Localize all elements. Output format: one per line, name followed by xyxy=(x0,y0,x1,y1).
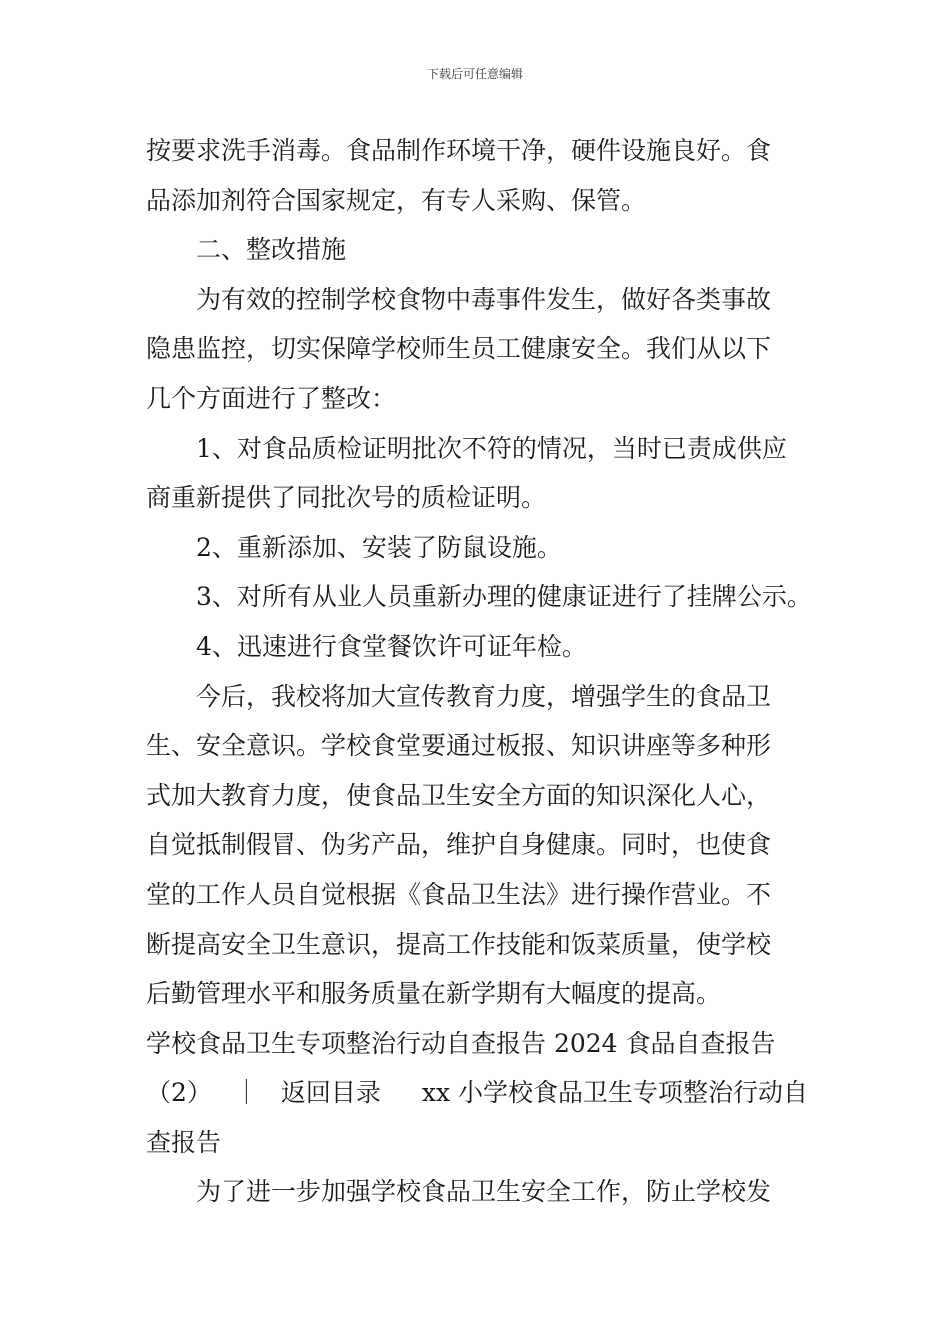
text-line: 生、安全意识。学校食堂要通过板报、知识讲座等多种形 xyxy=(146,731,772,761)
list-item: 1、对食品质检证明批次不符的情况，当时已责成供应 xyxy=(196,433,787,463)
article-title-line: 学校食品卫生专项整治行动自查报告 2024 食品自查报告 xyxy=(146,1028,776,1058)
text-line: 商重新提供了同批次号的质检证明。 xyxy=(146,483,547,513)
section-heading: 二、整改措施 xyxy=(196,235,347,265)
list-item: 4、迅速进行食堂餐饮许可证年检。 xyxy=(196,631,587,661)
text-line: 查报告 xyxy=(146,1127,222,1157)
text-line: 几个方面进行了整改： xyxy=(146,383,397,413)
page-header: 下载后可任意编辑 xyxy=(426,67,523,81)
text-line: 品添加剂符合国家规定，有专人采购、保管。 xyxy=(146,185,647,215)
list-item: 3、对所有从业人员重新办理的健康证进行了挂牌公示。 xyxy=(196,582,812,612)
next-article-title: xx 小学校食品卫生专项整治行动自 xyxy=(421,1078,808,1108)
toc-number: （2） xyxy=(146,1078,212,1108)
text-line: 式加大教育力度，使食品卫生安全方面的知识深化人心， xyxy=(146,780,772,810)
list-item: 2、重新添加、安装了防鼠设施。 xyxy=(196,532,562,562)
text-line: 今后，我校将加大宣传教育力度，增强学生的食品卫 xyxy=(196,681,772,711)
text-line: 隐患监控，切实保障学校师生员工健康安全。我们从以下 xyxy=(146,334,772,364)
toc-separator: ｜ xyxy=(233,1078,259,1108)
text-line: 后勤管理水平和服务质量在新学期有大幅度的提高。 xyxy=(146,979,722,1009)
body-text xyxy=(146,126,812,1217)
text-line: 堂的工作人员自觉根据《食品卫生法》进行操作营业。不 xyxy=(146,879,772,909)
text-line: 为有效的控制学校食物中毒事件发生，做好各类事故 xyxy=(196,284,772,314)
back-to-contents-link[interactable]: 返回目录 xyxy=(280,1078,381,1108)
text-line: 自觉抵制假冒、伪劣产品，维护自身健康。同时，也使食 xyxy=(146,830,772,860)
text-line: 断提高安全卫生意识，提高工作技能和饭菜质量，使学校 xyxy=(146,929,772,959)
text-line: 为了进一步加强学校食品卫生安全工作，防止学校发 xyxy=(196,1177,772,1207)
text-line: 按要求洗手消毒。食品制作环境干净，硬件设施良好。食 xyxy=(146,136,772,165)
toc-line xyxy=(146,1068,808,1118)
